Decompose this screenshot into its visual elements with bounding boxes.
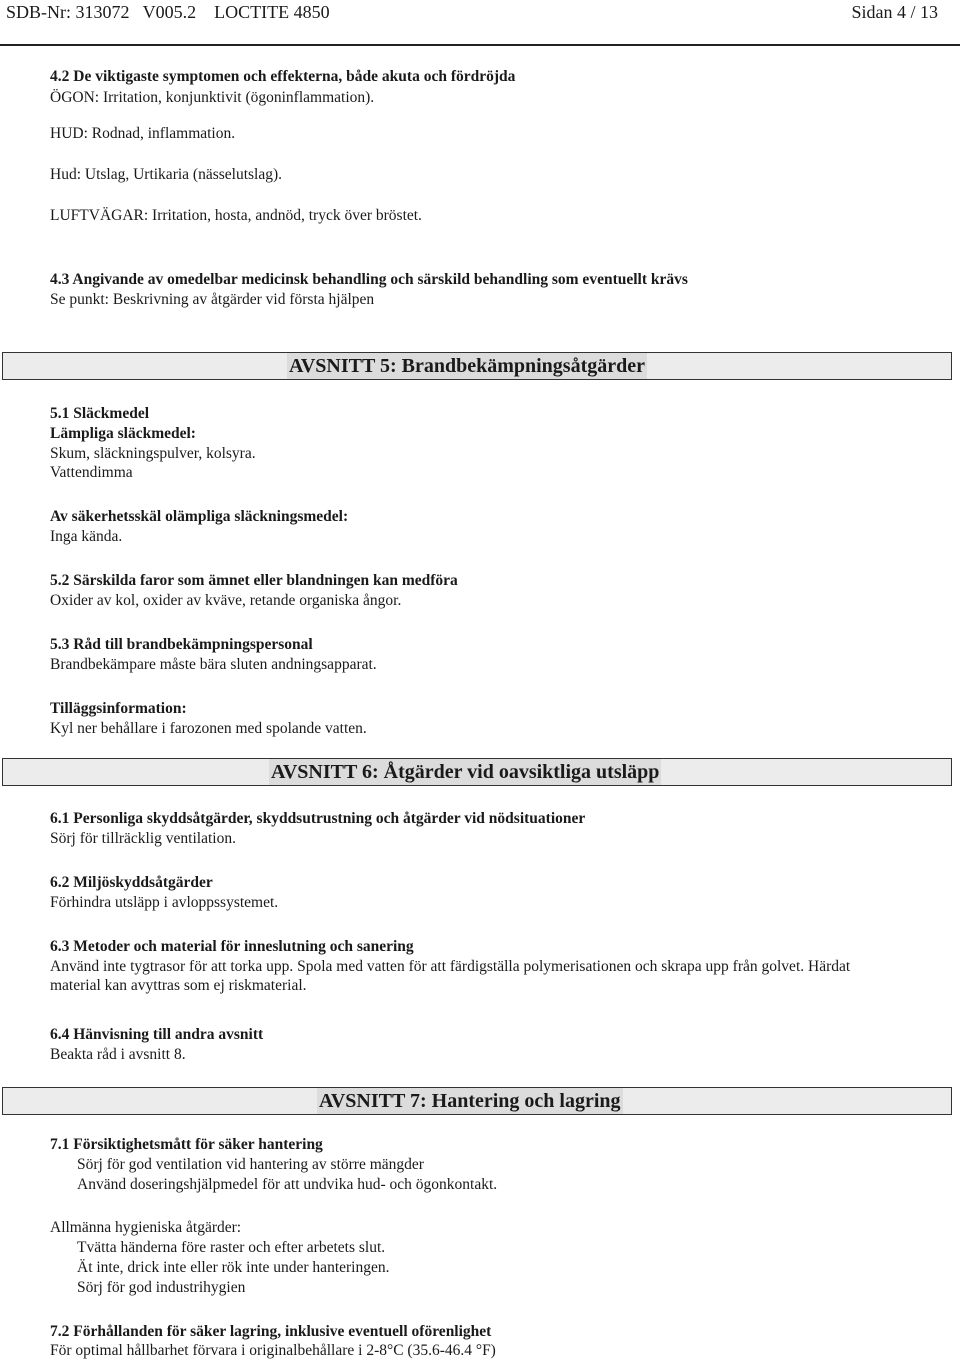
additional-info-text: Kyl ner behållare i farozonen med spolande vatten. — [50, 720, 367, 737]
hygiene-item-1: Tvätta händerna före raster och efter arbetets slut. — [77, 1239, 386, 1256]
section-6-4-text: Beakta råd i avsnitt 8. — [50, 1046, 186, 1063]
unsuitable-media-label: Av säkerhetsskäl olämpliga släckningsmedel: — [50, 508, 349, 525]
section-6-2-heading: 6.2 Miljöskyddsåtgärder — [50, 874, 213, 891]
section-5-2-text: Oxider av kol, oxider av kväve, retande organiska ångor. — [50, 592, 402, 609]
section-4-3-heading: 4.3 Angivande av omedelbar medicinsk behandling och särskild behandling som eventuellt krävs — [50, 271, 688, 288]
section-4-3-text: Se punkt: Beskrivning av åtgärder vid första hjälpen — [50, 291, 375, 308]
section-4-2-heading: 4.2 De viktigaste symptomen och effekterna, både akuta och fördröjda — [50, 68, 516, 85]
eyes-symptoms: ÖGON: Irritation, konjunktivit (ögoninflammation). — [50, 89, 375, 106]
section-5-2-heading: 5.2 Särskilda faror som ämnet eller blandningen kan medföra — [50, 572, 458, 589]
section-7-1-text-1: Sörj för god ventilation vid hantering av större mängder — [77, 1156, 424, 1173]
section-6-4-heading: 6.4 Hänvisning till andra avsnitt — [50, 1026, 264, 1043]
section-7-2-text: För optimal hållbarhet förvara i originalbehållare i 2-8°C (35.6-46.4 °F) — [50, 1342, 496, 1359]
section-6-1-heading: 6.1 Personliga skyddsåtgärder, skyddsutrustning och åtgärder vid nödsituationer — [50, 810, 586, 827]
section-7-title: AVSNITT 7: Hantering och lagring — [319, 1090, 621, 1112]
section-7-2-heading: 7.2 Förhållanden för säker lagring, inklusive eventuell oförenlighet — [50, 1323, 492, 1340]
section-6-bar — [2, 758, 952, 786]
hygiene-item-3: Sörj för god industrihygien — [77, 1279, 246, 1296]
section-5-3-heading: 5.3 Råd till brandbekämpningspersonal — [50, 636, 313, 653]
skin-symptoms-2: Hud: Utslag, Urtikaria (nässelutslag). — [50, 166, 283, 183]
section-6-2-text: Förhindra utsläpp i avloppssystemet. — [50, 894, 279, 911]
suitable-media-2: Vattendimma — [50, 464, 133, 481]
section-6-3-text-1: Använd inte tygtrasor för att torka upp. Spola med vatten för att färdigställa polymerisationen och skrapa upp från golvet. Härdat — [50, 958, 851, 975]
hygiene-label: Allmänna hygieniska åtgärder: — [50, 1219, 242, 1236]
section-5-title: AVSNITT 5: Brandbekämpningsåtgärder — [289, 355, 646, 377]
page-number: Sidan 4 / 13 — [851, 2, 938, 22]
section-5-bar — [2, 352, 952, 380]
section-6-3-heading: 6.3 Metoder och material för inneslutning och sanering — [50, 938, 414, 955]
hygiene-item-2: Ät inte, drick inte eller rök inte under hanteringen. — [77, 1259, 390, 1276]
section-6-3-text-2: material kan avyttras som ej riskmaterial. — [50, 977, 307, 994]
section-6-1-text: Sörj för tillräcklig ventilation. — [50, 830, 236, 847]
suitable-media-label: Lämpliga släckmedel: — [50, 425, 196, 442]
section-6-title: AVSNITT 6: Åtgärder vid oavsiktliga utsläpp — [271, 761, 660, 783]
skin-symptoms: HUD: Rodnad, inflammation. — [50, 125, 236, 142]
section-5-3-text: Brandbekämpare måste bära sluten andningsapparat. — [50, 656, 377, 673]
section-7-bar — [2, 1087, 952, 1115]
unsuitable-media-value: Inga kända. — [50, 528, 123, 545]
additional-info-label: Tilläggsinformation: — [50, 700, 187, 717]
page-header — [0, 0, 960, 46]
airway-symptoms: LUFTVÄGAR: Irritation, hosta, andnöd, tryck över bröstet. — [50, 207, 422, 224]
section-7-1-heading: 7.1 Försiktighetsmått för säker hantering — [50, 1136, 323, 1153]
section-7-1-text-2: Använd doseringshjälpmedel för att undvika hud- och ögonkontakt. — [77, 1176, 498, 1193]
section-5-1-heading: 5.1 Släckmedel — [50, 405, 150, 422]
document-id: SDB-Nr: 313072 V005.2 LOCTITE 4850 — [6, 2, 330, 22]
suitable-media-1: Skum, släckningspulver, kolsyra. — [50, 445, 256, 462]
